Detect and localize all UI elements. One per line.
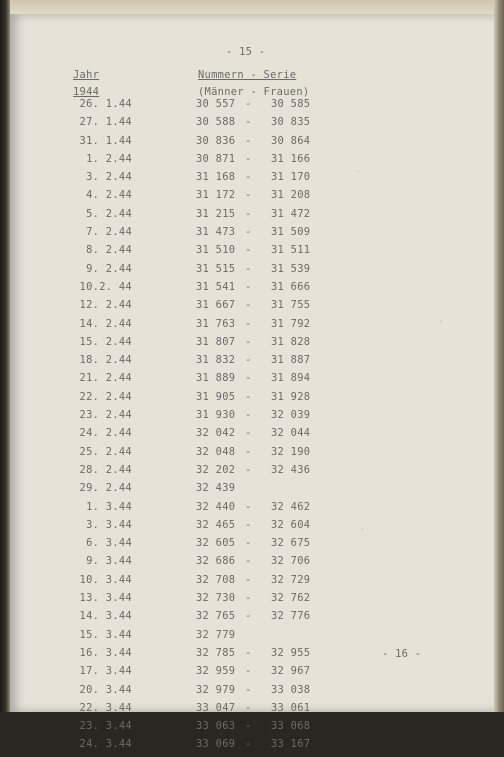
row-range-dash: - [245,226,252,239]
row-date: 9. 3.44 [86,555,132,568]
row-date: 3. 2.44 [86,171,132,184]
row-range-end: 30 585 [271,98,311,110]
row-date: 23. 2.44 [79,409,132,422]
table-row [0,555,504,573]
row-date: 13. 3.44 [79,592,132,605]
table-row [0,684,504,702]
row-range-start: 30 836 [196,134,236,147]
row-range-end: 32 039 [271,409,311,422]
table-row [0,464,504,482]
row-range-start: 31 168 [196,171,236,184]
row-range-end: 32 190 [271,445,311,458]
table-row [0,354,504,372]
row-range-end: 31 666 [271,280,311,293]
row-range-dash: - [245,189,252,202]
row-range-dash: - [245,518,252,531]
row-range-start: 32 979 [196,683,236,696]
row-range-start: 32 730 [196,592,236,605]
table-row [0,501,504,519]
row-range-end: 31 170 [271,171,311,184]
row-range-start: 31 667 [196,299,236,312]
row-date: 10.2. 44 [79,280,132,293]
row-date: 22. 2.44 [79,390,132,403]
row-range-end: 30 835 [271,116,311,129]
row-date: 10. 3.44 [79,573,132,586]
table-row [0,116,504,134]
row-range-start: 31 763 [196,317,236,330]
table-row [0,318,504,336]
table-row [0,409,504,427]
row-range-start: 32 042 [196,427,236,440]
table-row [0,610,504,628]
row-range-dash: - [245,335,252,348]
row-date: 1. 2.44 [86,152,132,165]
row-range-dash: - [245,317,252,330]
row-range-start: 31 930 [196,409,236,422]
table-row [0,629,504,647]
column-header-date: Jahr [73,69,100,81]
column-header-series: Nummern - Serie [198,69,297,81]
row-range-dash: - [245,98,252,110]
row-range-start: 30 557 [196,98,236,110]
row-date: 21. 2.44 [79,372,132,385]
row-date: 18. 2.44 [79,354,132,367]
row-range-start: 33 047 [196,701,236,714]
row-range-start: 32 959 [196,665,236,678]
row-range-start: 31 215 [196,207,236,220]
row-range-dash: - [245,537,252,550]
row-range-start: 31 832 [196,354,236,367]
table-row [0,592,504,610]
page-number: - 15 - [226,46,266,58]
row-range-dash: - [245,299,252,312]
table-row [0,537,504,555]
row-range-end: 31 539 [271,262,311,275]
row-range-end: 31 509 [271,226,311,239]
table-row [0,482,504,500]
row-range-end: 31 208 [271,189,311,202]
row-range-end: 33 061 [271,701,311,714]
row-date: 27. 1.44 [79,116,132,129]
table-row [0,98,504,116]
row-date: 29. 2.44 [79,482,132,495]
table-row [0,665,504,683]
table-row [0,720,504,738]
row-date: 14. 2.44 [79,317,132,330]
row-range-start: 32 686 [196,555,236,568]
row-date: 17. 3.44 [79,665,132,678]
row-range-start: 31 541 [196,280,236,293]
row-range-dash: - [245,262,252,275]
row-range-end: 32 706 [271,555,311,568]
row-range-end: 30 864 [271,134,311,147]
row-range-dash: - [245,573,252,586]
row-range-start: 30 871 [196,152,236,165]
row-range-end: 32 776 [271,610,311,623]
row-date: 25. 2.44 [79,445,132,458]
row-range-dash: - [245,592,252,605]
row-range-start: 31 172 [196,189,236,202]
row-range-dash: - [245,152,252,165]
next-page-number: - 16 - [382,648,422,660]
row-date: 23. 3.44 [79,720,132,733]
row-date: 8. 2.44 [86,244,132,257]
row-range-start: 32 779 [196,628,236,641]
row-date: 24. 3.44 [79,738,132,751]
row-range-start: 32 048 [196,445,236,458]
row-range-dash: - [245,738,252,751]
row-range-end: 31 894 [271,372,311,385]
paper-mark: · [356,168,361,176]
row-date: 15. 3.44 [79,628,132,641]
row-range-dash: - [245,445,252,458]
row-range-end: 31 887 [271,354,311,367]
table-row [0,299,504,317]
row-date: 6. 3.44 [86,537,132,550]
row-range-end: 33 068 [271,720,311,733]
row-range-start: 31 905 [196,390,236,403]
row-range-start: 32 605 [196,537,236,550]
table-row [0,702,504,720]
row-range-start: 30 588 [196,116,236,129]
row-range-start: 31 510 [196,244,236,257]
row-range-end: 31 928 [271,390,311,403]
table-row [0,574,504,592]
table-row [0,336,504,354]
table-row [0,738,504,756]
row-range-dash: - [245,244,252,257]
row-range-dash: - [245,701,252,714]
row-range-end: 33 167 [271,738,311,751]
table-row [0,244,504,262]
row-date: 26. 1.44 [79,98,132,110]
row-range-dash: - [245,134,252,147]
table-row [0,427,504,445]
row-range-start: 32 202 [196,463,236,476]
row-range-dash: - [245,409,252,422]
row-range-start: 31 889 [196,372,236,385]
row-range-end: 32 762 [271,592,311,605]
table-row [0,281,504,299]
table-row [0,519,504,537]
table-row [0,372,504,390]
row-range-dash: - [245,427,252,440]
row-range-end: 31 792 [271,317,311,330]
table-row [0,446,504,464]
row-range-end: 32 462 [271,500,311,513]
row-range-end: 32 044 [271,427,311,440]
table-row [0,153,504,171]
table-row [0,208,504,226]
paper-mark: · [439,318,444,326]
row-range-dash: - [245,646,252,659]
row-range-end: 31 828 [271,335,311,348]
table-row [0,189,504,207]
row-range-end: 32 967 [271,665,311,678]
row-range-dash: - [245,665,252,678]
row-range-end: 32 729 [271,573,311,586]
row-date: 1. 3.44 [86,500,132,513]
transport-number-table [0,98,504,757]
row-range-dash: - [245,555,252,568]
row-date: 24. 2.44 [79,427,132,440]
row-date: 15. 2.44 [79,335,132,348]
row-date: 5. 2.44 [86,207,132,220]
table-row [0,226,504,244]
row-range-dash: - [245,500,252,513]
row-range-dash: - [245,372,252,385]
row-range-start: 33 063 [196,720,236,733]
row-range-dash: - [245,207,252,220]
row-range-end: 33 038 [271,683,311,696]
row-range-end: 31 511 [271,244,311,257]
row-date: 4. 2.44 [86,189,132,202]
row-date: 31. 1.44 [79,134,132,147]
row-range-start: 31 807 [196,335,236,348]
row-range-start: 32 708 [196,573,236,586]
row-date: 22. 3.44 [79,701,132,714]
paper-mark: · [360,526,365,534]
year-heading: 1944 [73,86,100,98]
row-range-start: 32 465 [196,518,236,531]
row-range-dash: - [245,720,252,733]
row-range-start: 32 439 [196,482,236,495]
row-range-dash: - [245,171,252,184]
row-range-end: 31 472 [271,207,311,220]
row-range-start: 31 473 [196,226,236,239]
row-date: 3. 3.44 [86,518,132,531]
row-range-dash: - [245,280,252,293]
row-range-start: 33 069 [196,738,236,751]
table-row [0,391,504,409]
row-date: 12. 2.44 [79,299,132,312]
table-row [0,263,504,281]
row-range-end: 32 675 [271,537,311,550]
table-row [0,135,504,153]
row-range-end: 31 755 [271,299,311,312]
row-range-dash: - [245,610,252,623]
row-date: 7. 2.44 [86,226,132,239]
row-date: 20. 3.44 [79,683,132,696]
column-subheader-series: (Männer - Frauen) [198,86,310,98]
row-range-dash: - [245,354,252,367]
row-range-end: 32 604 [271,518,311,531]
row-range-end: 32 955 [271,646,311,659]
row-range-start: 32 765 [196,610,236,623]
row-date: 14. 3.44 [79,610,132,623]
row-date: 9. 2.44 [86,262,132,275]
row-range-start: 32 785 [196,646,236,659]
row-range-dash: - [245,683,252,696]
row-range-end: 31 166 [271,152,311,165]
row-range-start: 32 440 [196,500,236,513]
row-range-start: 31 515 [196,262,236,275]
row-date: 16. 3.44 [79,646,132,659]
row-range-end: 32 436 [271,463,311,476]
table-row [0,171,504,189]
row-range-dash: - [245,116,252,129]
row-date: 28. 2.44 [79,463,132,476]
row-range-dash: - [245,463,252,476]
row-range-dash: - [245,390,252,403]
table-row [0,647,504,665]
